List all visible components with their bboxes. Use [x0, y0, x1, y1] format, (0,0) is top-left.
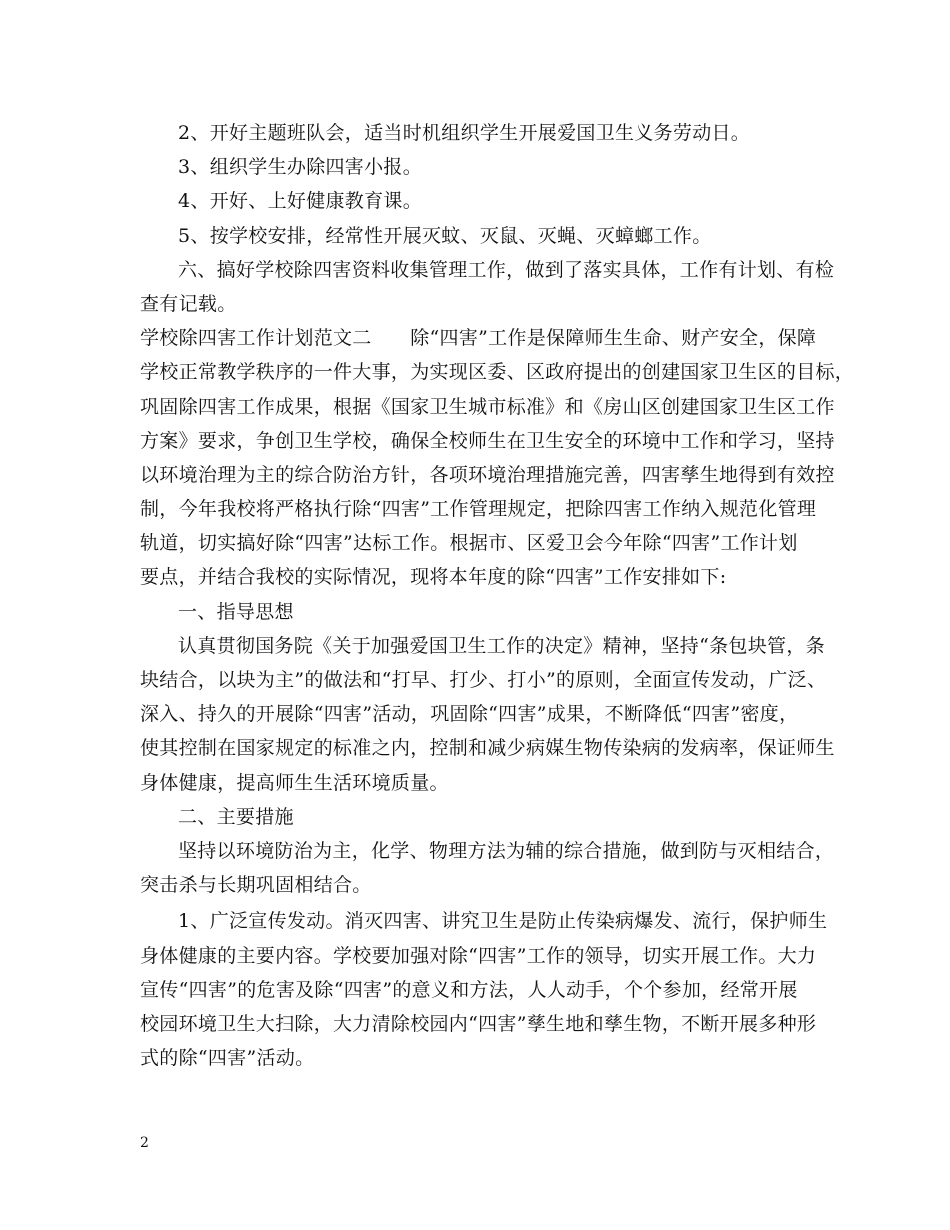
paragraph-line: 制，今年我校将严格执行除“四害”工作管理规定，把除四害工作纳入规范化管理: [140, 498, 817, 521]
paragraph-line: 六、搞好学校除四害资料收集管理工作，做到了落实具体，工作有计划、有检: [178, 258, 835, 281]
heading-line: 一、指导思想: [178, 600, 294, 623]
paragraph-line: 身体健康的主要内容。学校要加强对除“四害”工作的领导，切实开展工作。大力: [140, 944, 817, 967]
section-title-line: 学校除四害工作计划范文二 除“四害”工作是保障师生生命、财产安全，保障: [140, 327, 817, 350]
paragraph-line: 坚持以环境防治为主，化学、物理方法为辅的综合措施，做到防与灭相结合，: [178, 839, 835, 862]
paragraph-line: 突击杀与长期巩固相结合。: [140, 874, 372, 897]
paragraph-line: 巩固除四害工作成果，根据《国家卫生城市标准》和《房山区创建国家卫生区工作: [140, 395, 835, 418]
document-body: [140, 116, 855, 1075]
paragraph-line: 宣传“四害”的危害及除“四害”的意义和方法，人人动手，个个参加，经常开展: [140, 978, 798, 1001]
paragraph-line: 方案》要求，争创卫生学校，确保全校师生在卫生安全的环境中工作和学习，坚持: [140, 429, 835, 452]
paragraph-line: 2、开好主题班队会，适当时机组织学生开展爱国卫生义务劳动日。: [178, 122, 751, 144]
paragraph-line: 身体健康，提高师生生活环境质量。: [140, 771, 449, 794]
paragraph-line: 以环境治理为主的综合防治方针，各项环境治理措施完善，四害孳生地得到有效控: [140, 463, 835, 486]
paragraph-line: 块结合，以块为主”的做法和“打早、打少、打小”的原则，全面宣传发动，广泛、: [140, 669, 827, 691]
paragraph-line: 式的除“四害”活动。: [140, 1047, 315, 1070]
paragraph-line: 要点，并结合我校的实际情况，现将本年度的除“四害”工作安排如下:: [140, 566, 727, 589]
paragraph-line: 1、广泛宣传发动。消灭四害、讲究卫生是防止传染病爆发、流行，保护师生: [178, 910, 828, 933]
paragraph-line: 认真贯彻国务院《关于加强爱国卫生工作的决定》精神，坚持“条包块管，条: [178, 634, 825, 657]
paragraph-line: 校园环境卫生大扫除，大力清除校园内“四害”孳生地和孳生物，不断开展多种形: [140, 1012, 817, 1035]
paragraph-line: 3、组织学生办除四害小报。: [178, 156, 422, 179]
paragraph-line: 轨道，切实搞好除“四害”达标工作。根据市、区爱卫会今年除“四害”工作计划: [140, 532, 798, 555]
paragraph-line: 查有记载。: [140, 292, 237, 315]
paragraph-line: 学校正常教学秩序的一件大事，为实现区委、区政府提出的创建国家卫生区的目标，: [140, 361, 855, 384]
paragraph-line: 使其控制在国家规定的标准之内，控制和减少病媒生物传染病的发病率，保证师生: [140, 737, 835, 760]
paragraph-line: 4、开好、上好健康教育课。: [178, 190, 422, 213]
paragraph-line: 5、按学校安排，经常性开展灭蚊、灭鼠、灭蝇、灭蟑螂工作。: [178, 224, 712, 247]
heading-line: 二、主要措施: [178, 805, 294, 828]
paragraph-line: 深入、持久的开展除“四害”活动，巩固除“四害”成果，不断降低“四害”密度，: [140, 703, 799, 726]
page-number: 2: [140, 1135, 149, 1151]
